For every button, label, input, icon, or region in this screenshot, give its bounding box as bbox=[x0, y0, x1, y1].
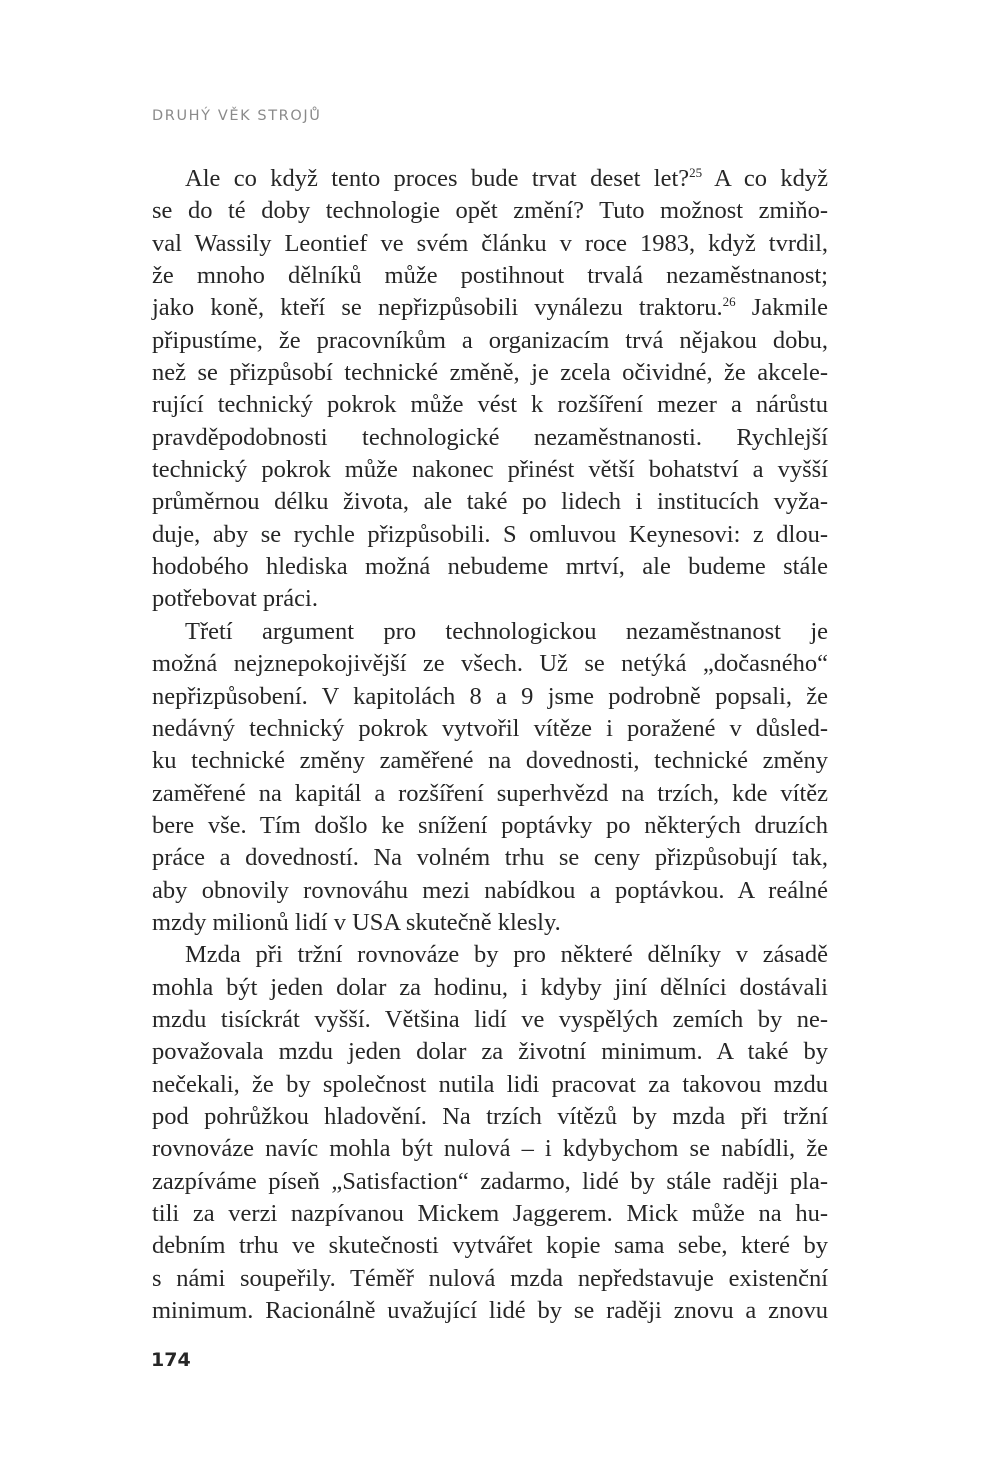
text-line: jako koně, kteří se nepřizpůsobili vynálezu traktoru.$^{26}$ Jakmile bbox=[152, 294, 828, 322]
text-line: aby obnovily rovnováhu mezi nabídkou a poptávkou. A reálné bbox=[152, 876, 828, 904]
text-line: bere vše. Tím došlo ke snížení poptávky po některých druzích bbox=[152, 811, 828, 839]
text-line: nepřizpůsobení. V kapitolách 8 a 9 jsme podrobně popsali, že bbox=[152, 682, 828, 710]
text-line: minimum. Racionálně uvažující lidé by se raději znovu a znovu bbox=[152, 1297, 828, 1325]
text-line: val Wassily Leontief ve svém článku v roce 1983, když tvrdil, bbox=[152, 229, 828, 257]
text-line: připustíme, že pracovníkům a organizacím trvá nějakou dobu, bbox=[152, 326, 828, 354]
text-line: mzdu tisíckrát vyšší. Většina lidí ve vyspělých zemích by ne- bbox=[152, 1005, 828, 1033]
text-line: že mnoho dělníků může postihnout trvalá nezaměstnanost; bbox=[152, 262, 828, 290]
text-line: hodobého hlediska možná nebudeme mrtví, ale budeme stále bbox=[152, 553, 828, 581]
paragraph bbox=[152, 939, 828, 1327]
text-line: nedávný technický pokrok vytvořil vítěze i poražené v důsled- bbox=[152, 714, 828, 742]
text-line: nečekali, že by společnost nutila lidi pracovat za takovou mzdu bbox=[152, 1070, 828, 1098]
text-line: zazpíváme píseň „Satisfaction“ zadarmo, lidé by stále raději pla- bbox=[152, 1167, 828, 1195]
page-number: 174 bbox=[151, 1349, 191, 1371]
text-line: považovala mzdu jeden dolar za životní minimum. A také by bbox=[152, 1038, 828, 1066]
text-line: možná nejznepokojivější ze všech. Už se netýká „dočasného“ bbox=[152, 650, 828, 678]
text-line: se do té doby technologie opět změní? Tuto možnost zmiňo- bbox=[152, 197, 828, 225]
text-line: pravděpodobnosti technologické nezaměstnanosti. Rychlejší bbox=[152, 423, 828, 451]
running-head-title: DRUHÝ VĚK STROJŮ bbox=[152, 108, 322, 124]
text-line: rovnováze navíc mohla být nulová – i kdybychom se nabídli, že bbox=[152, 1135, 828, 1163]
text-line: debním trhu ve skutečnosti vytvářet kopie sama sebe, které by bbox=[152, 1232, 828, 1260]
text-line: pod pohrůžkou hladovění. Na trzích vítězů by mzda při tržní bbox=[152, 1102, 828, 1130]
text-line: s námi soupeřily. Téměř nulová mzda nepředstavuje existenční bbox=[152, 1264, 828, 1292]
text-line: tili za verzi nazpívanou Mickem Jaggerem. Mick může na hu- bbox=[152, 1200, 828, 1227]
text-line: duje, aby se rychle přizpůsobili. S omluvou Keynesovi: z dlou- bbox=[152, 520, 828, 548]
text-line: rující technický pokrok může vést k rozšíření mezer a nárůstu bbox=[152, 391, 828, 419]
text-line: průměrnou délku života, ale také po lidech i institucích vyža- bbox=[152, 488, 828, 516]
text-line: než se přizpůsobí technické změně, je zcela očividné, že akcele- bbox=[152, 359, 828, 387]
text-line: mzdy milionů lidí v USA skutečně klesly. bbox=[152, 908, 561, 936]
paragraph bbox=[152, 163, 828, 616]
text-line: ku technické změny zaměřené na dovednosti, technické změny bbox=[152, 747, 828, 775]
text-line: práce a dovedností. Na volném trhu se ceny přizpůsobují tak, bbox=[152, 844, 828, 872]
text-line: Mzda při tržní rovnováze by pro některé dělníky v zásadě bbox=[185, 941, 828, 969]
paragraph bbox=[152, 616, 828, 939]
footnote-ref[interactable]: 25 bbox=[689, 165, 703, 180]
text-line: potřebovat práci. bbox=[152, 585, 318, 613]
text-line: Ale co když tento proces bude trvat deset let?$^{25}$ A co když bbox=[185, 165, 828, 192]
text-line: zaměřené na kapitál a rozšíření superhvězd na trzích, kde vítěz bbox=[152, 779, 828, 807]
text-line: technický pokrok může nakonec přinést větší bohatství a vyšší bbox=[152, 456, 828, 484]
text-line: Třetí argument pro technologickou nezaměstnanost je bbox=[185, 617, 828, 645]
text-line: mohla být jeden dolar za hodinu, i kdyby jiní dělníci dostávali bbox=[152, 973, 828, 1001]
body-text bbox=[152, 163, 828, 1327]
footnote-ref[interactable]: 26 bbox=[722, 294, 736, 310]
